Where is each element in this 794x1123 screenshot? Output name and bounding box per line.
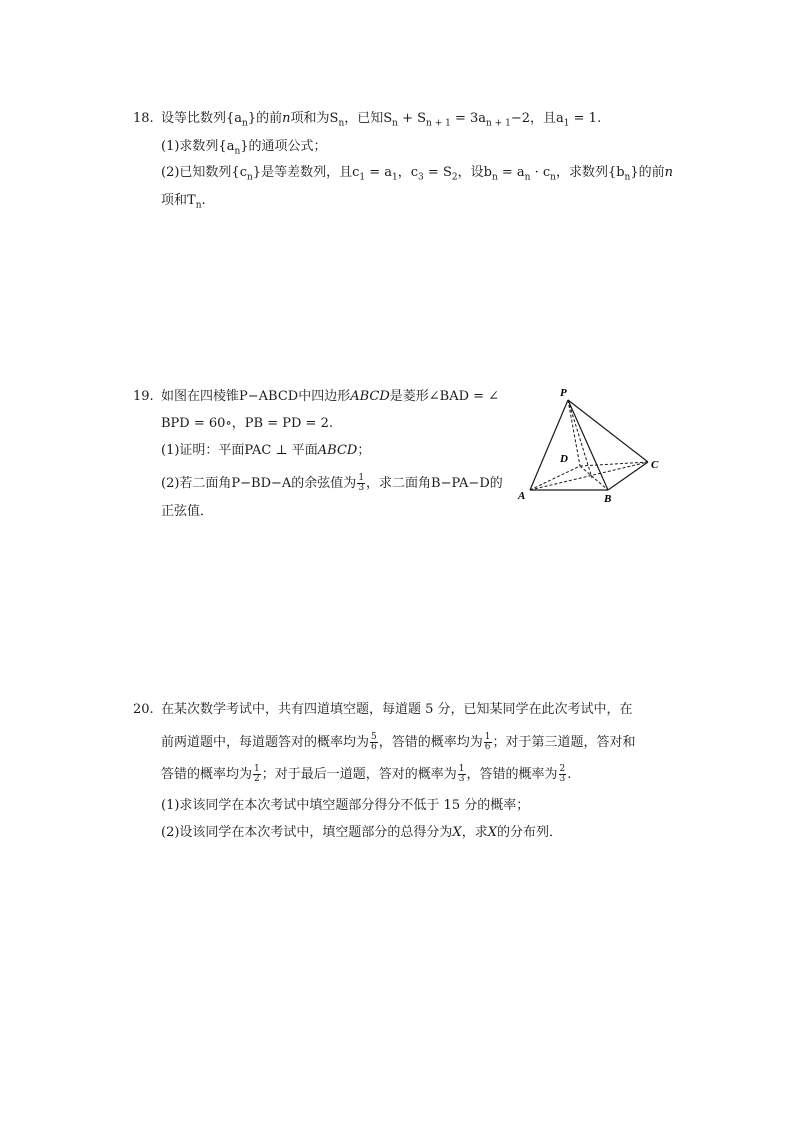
q19-line1: 如图在四棱锥P−ABCD中四边形ABCD是菱形∠BAD = ∠ bbox=[161, 389, 500, 404]
label-D: D bbox=[560, 453, 568, 465]
q18-part2-cont: 项和$T_n$. bbox=[161, 193, 206, 211]
q20-line1: 在某次数学考试中，共有四道填空题，每道题 5 分，已知某同学在此次考试中，在 bbox=[161, 702, 633, 717]
label-C: C bbox=[651, 459, 659, 471]
fraction-one-sixth: $\frac{1}{6}$ bbox=[484, 732, 491, 752]
q18-number: 18. bbox=[133, 111, 154, 126]
fraction-two-thirds: $\frac{2}{3}$ bbox=[559, 764, 566, 784]
label-A: A bbox=[518, 490, 526, 502]
q20-number: 20. bbox=[133, 702, 154, 717]
fraction-one-third: $\frac{1}{3}$ bbox=[458, 764, 465, 784]
q18-part1: (1)求数列$\{a_n\}$的通项公式； bbox=[161, 139, 327, 157]
q20-line2: 前两道题中，每道题答对的概率均为 $\frac{5}{6}$ ，答错的概率均为 $\frac{1}{6}$ ；对于第三道题，答对和 bbox=[161, 732, 636, 752]
q20-line3: 答错的概率均为 $\frac{1}{2}$ ；对于最后一道题，答对的概率为 $\frac{1}{3}$ ，答错的概率为 $\frac{2}{3}$ . bbox=[161, 764, 572, 784]
q18-line1: 设等比数列$\{a_n\}$的前n项和为$S_n$，已知$S_n + S_{n + 1} = 3a_{n + 1}-2$，且$a_1 = 1$. bbox=[161, 111, 602, 129]
q19-line2: BPD = 60∘，PB = PD = 2. bbox=[161, 416, 333, 431]
q18-part2: (2)已知数列$\{c_n\}$是等差数列，且$c_1 = a_1$，$c_3 = S_2$，设$b_n = a_n \cdot c_n$，求数列$\{b_n\}$的前n bbox=[161, 165, 674, 183]
q20-part1: (1)求该同学在本次考试中填空题部分得分不低于 15 分的概率； bbox=[161, 798, 530, 813]
q19-part1: (1)证明：平面PAC ⊥ 平面ABCD； bbox=[161, 443, 371, 458]
q19-part2-cont: 正弦值． bbox=[161, 504, 214, 519]
fraction-five-sixths: $\frac{5}{6}$ bbox=[371, 732, 377, 752]
q19-part2: (2)若二面角P−BD−A的余弦值为 $\frac{1}{3}$ ，求二面角B−PA−D的 bbox=[161, 473, 503, 493]
pyramid-figure bbox=[512, 384, 668, 508]
label-P: P bbox=[560, 387, 567, 399]
q19-number: 19. bbox=[133, 389, 154, 404]
label-B: B bbox=[604, 493, 612, 505]
q20-part2: (2)设该同学在本次考试中，填空题部分的总得分为X，求X的分布列． bbox=[161, 825, 562, 840]
fraction-one-third: $\frac{1}{3}$ bbox=[358, 473, 365, 493]
fraction-one-half: $\frac{1}{2}$ bbox=[254, 764, 260, 784]
